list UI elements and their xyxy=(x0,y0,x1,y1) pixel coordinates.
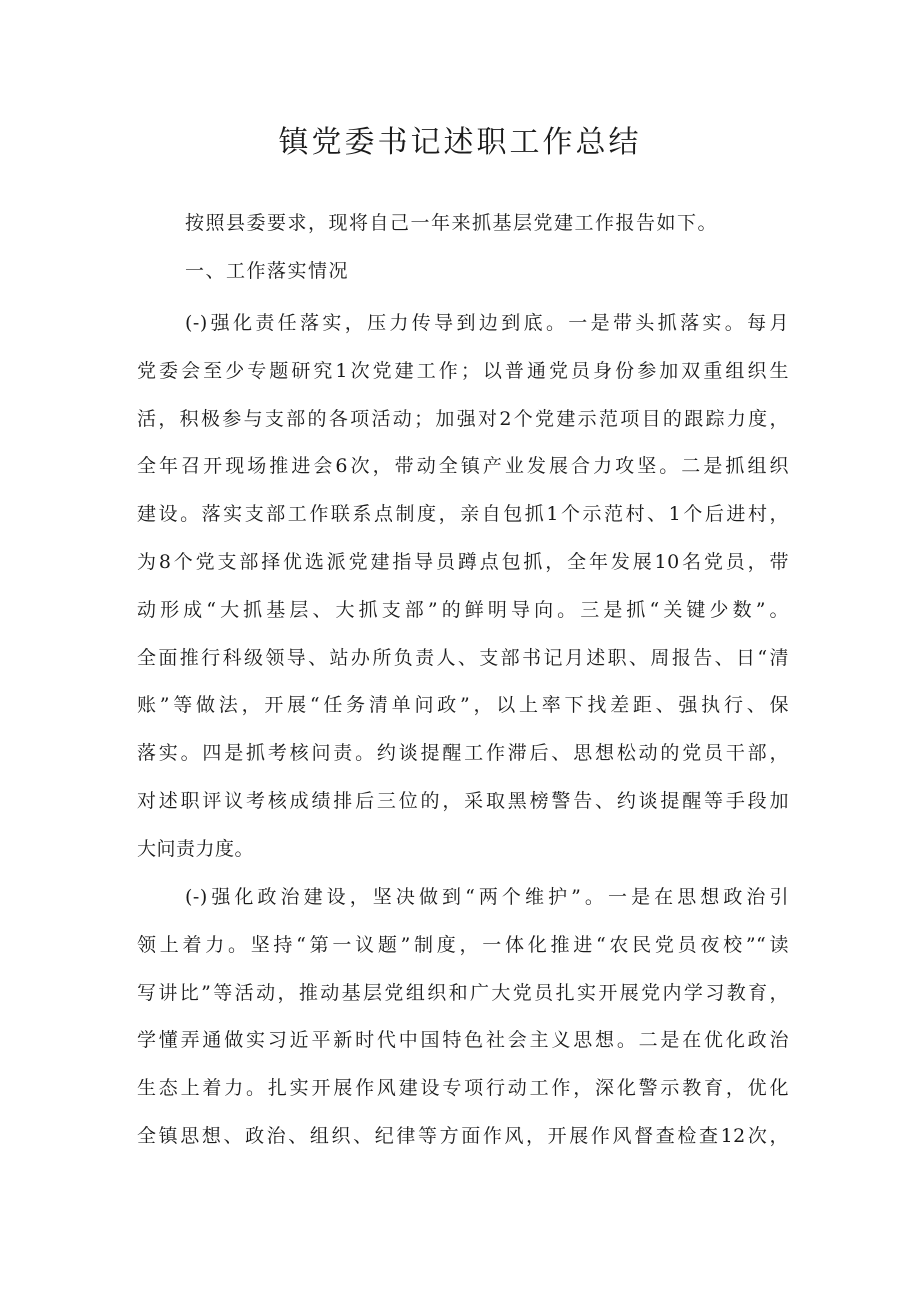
section-heading: 一、工作落实情况 xyxy=(185,260,350,282)
paragraph-line: 生态上着力。扎实开展作风建设专项行动工作，深化警示教育，优化 xyxy=(137,1077,789,1100)
body-paragraph-1 xyxy=(137,308,789,882)
paragraph-line: (-)强化责任落实，压力传导到边到底。一是带头抓落实。每月 xyxy=(185,312,789,334)
intro-paragraph: 按照县委要求，现将自己一年来抓基层党建工作报告如下。 xyxy=(185,212,719,234)
paragraph-line: (-)强化政治建设，坚决做到“两个维护”。一是在思想政治引 xyxy=(185,886,789,908)
paragraph-line: 为8个党支部择优选派党建指导员蹲点包抓，全年发展10名党员，带 xyxy=(137,550,789,573)
paragraph-line: 大问责力度。 xyxy=(137,837,255,860)
paragraph-line: 全面推行科级领导、站办所负责人、支部书记月述职、周报告、日“清 xyxy=(137,646,789,669)
paragraph-line: 建设。落实支部工作联系点制度，亲自包抓1个示范村、1个后进村， xyxy=(137,503,789,526)
paragraph-line: 全年召开现场推进会6次，带动全镇产业发展合力攻坚。二是抓组织 xyxy=(137,455,789,478)
body-paragraph-2 xyxy=(137,882,789,1169)
paragraph-line: 活，积极参与支部的各项活动；加强对2个党建示范项目的跟踪力度， xyxy=(137,407,789,430)
paragraph-line: 落实。四是抓考核问责。约谈提醒工作滞后、思想松动的党员干部， xyxy=(137,742,789,765)
paragraph-line: 动形成“大抓基层、大抓支部”的鲜明导向。三是抓“关键少数”。 xyxy=(137,598,789,621)
paragraph-line: 学懂弄通做实习近平新时代中国特色社会主义思想。二是在优化政治 xyxy=(137,1029,789,1052)
paragraph-line: 全镇思想、政治、组织、纪律等方面作风，开展作风督查检查12次， xyxy=(137,1124,789,1147)
paragraph-line: 党委会至少专题研究1次党建工作；以普通党员身份参加双重组织生 xyxy=(137,359,789,382)
document-title: 镇党委书记述职工作总结 xyxy=(278,125,642,160)
paragraph-line: 账”等做法，开展“任务清单问政”，以上率下找差距、强执行、保 xyxy=(137,694,789,717)
paragraph-line: 领上着力。坚持“第一议题”制度，一体化推进“农民党员夜校”“读 xyxy=(137,933,789,956)
paragraph-line: 写讲比”等活动，推动基层党组织和广大党员扎实开展党内学习教育， xyxy=(137,981,789,1004)
paragraph-line: 对述职评议考核成绩排后三位的，采取黑榜警告、约谈提醒等手段加 xyxy=(137,789,789,812)
